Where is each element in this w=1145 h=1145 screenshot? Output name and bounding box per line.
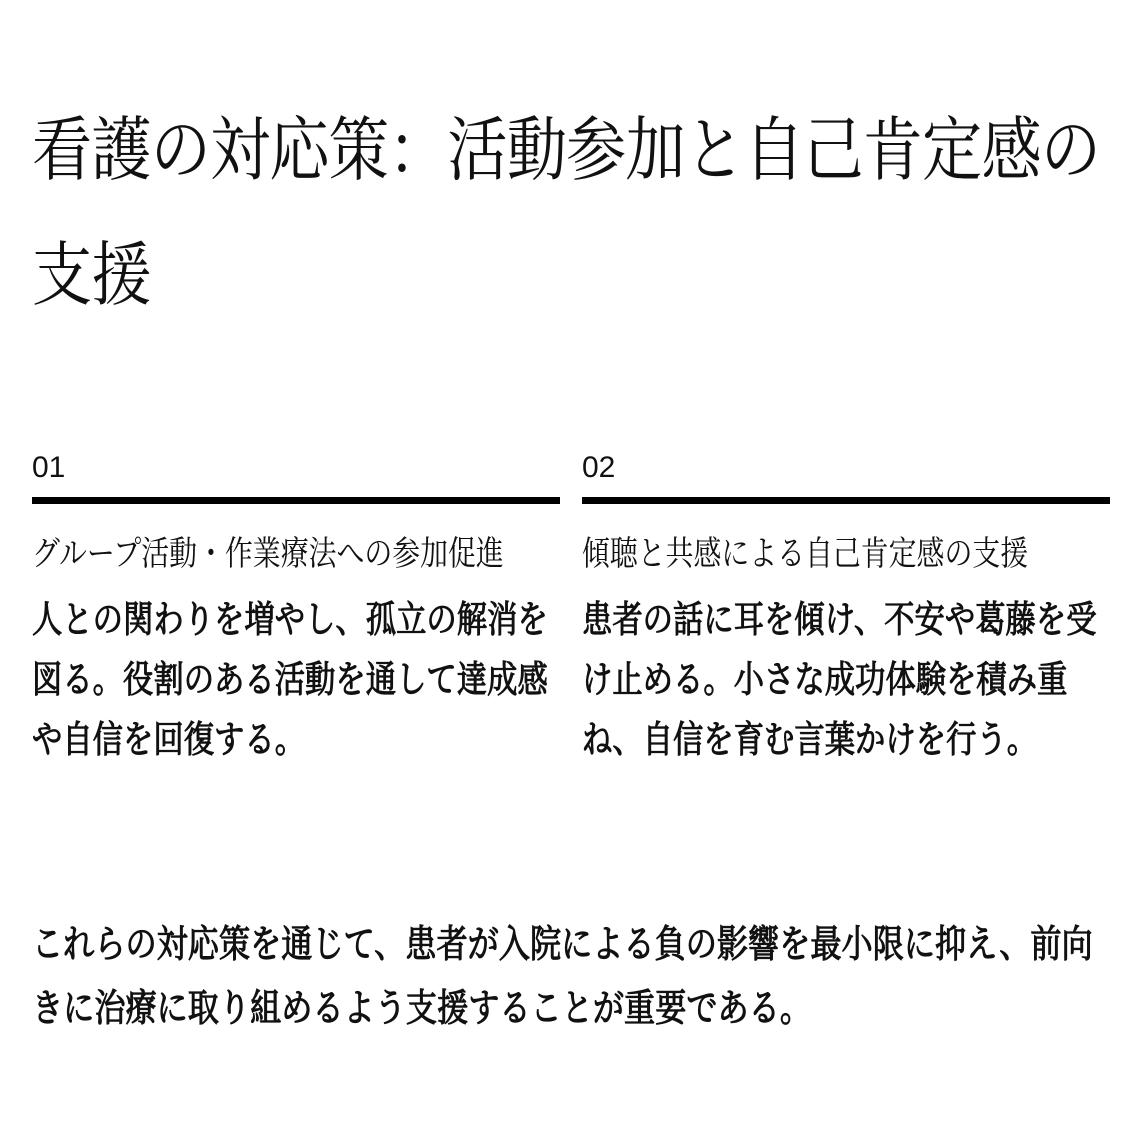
section-number: 02 — [582, 451, 616, 484]
section-number: 01 — [32, 451, 66, 484]
section-02 — [582, 448, 1110, 770]
section-divider — [32, 497, 560, 504]
section-heading: 傾聴と共感による自己肯定感の支援 — [582, 534, 1029, 574]
section-divider — [582, 497, 1110, 504]
page-title: 看護の対応策：活動参加と自己肯定感の支援 — [32, 109, 1101, 316]
summary-text: これらの対応策を通じて、患者が入院による負の影響を最小限に抑え、前向きに治療に取り組めるよう支援することが重要である。 — [32, 922, 1093, 1030]
section-body: 患者の話に耳を傾け、不安や葛藤を受け止める。小さな成功体験を積み重ね、自信を育む言葉かけを行う。 — [582, 598, 1097, 761]
section-heading: グループ活動・作業療法への参加促進 — [32, 534, 504, 574]
section-01 — [32, 448, 560, 770]
section-body: 人との関わりを増やし、孤立の解消を図る。役割のある活動を通して達成感や自信を回復する。 — [32, 598, 548, 761]
